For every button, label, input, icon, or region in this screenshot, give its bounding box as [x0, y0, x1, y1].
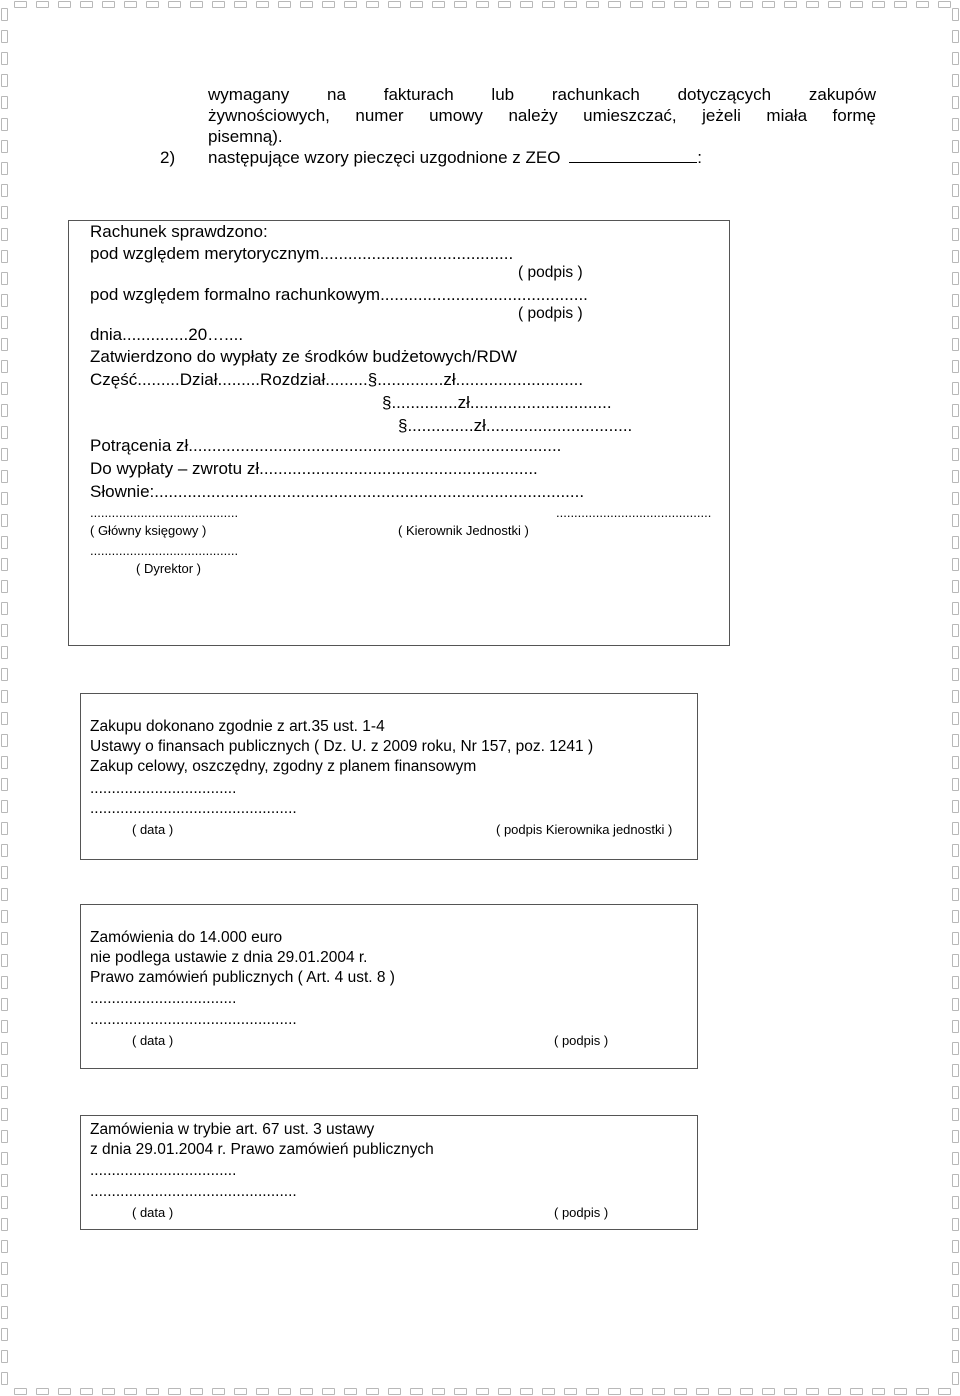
border-mark	[1, 1350, 8, 1363]
border-mark	[952, 888, 959, 901]
border-mark	[432, 1, 445, 8]
signature-dots: .........................................	[90, 543, 239, 558]
border-mark	[300, 1, 313, 8]
border-mark	[784, 1388, 797, 1395]
border-mark	[1, 360, 8, 373]
border-mark	[1, 404, 8, 417]
border-mark	[952, 96, 959, 109]
stamp-line: Zakup celowy, oszczędny, zgodny z planem finansowym	[90, 758, 477, 775]
border-mark	[1, 30, 8, 43]
border-mark	[952, 162, 959, 175]
signature-label: ( podpis Kierownika jednostki )	[496, 822, 673, 837]
border-mark	[806, 1388, 819, 1395]
signature-label: ( podpis )	[518, 264, 583, 281]
border-mark	[454, 1388, 467, 1395]
border-mark	[388, 1388, 401, 1395]
border-mark	[322, 1, 335, 8]
border-mark	[952, 536, 959, 549]
border-mark	[952, 1284, 959, 1297]
border-mark	[652, 1388, 665, 1395]
border-mark	[498, 1388, 511, 1395]
intro-line: pisemną).	[208, 127, 283, 146]
border-mark	[952, 514, 959, 527]
stamp-line: Ustawy o finansach publicznych ( Dz. U. z 2009 roku, Nr 157, poz. 1241 )	[90, 738, 594, 755]
intro-line: żywnościowych, numer umowy należy umieszczać, jeżeli miała formę	[208, 106, 876, 125]
border-mark	[1, 1328, 8, 1341]
border-mark	[952, 844, 959, 857]
border-mark	[952, 470, 959, 483]
border-mark	[952, 800, 959, 813]
border-mark	[696, 1388, 709, 1395]
border-mark	[168, 1388, 181, 1395]
border-mark	[952, 756, 959, 769]
payout-line: Do wypłaty – zwrotu zł...........................................................	[90, 459, 538, 478]
border-mark	[1, 52, 8, 65]
border-mark	[1, 1152, 8, 1165]
border-mark	[1, 426, 8, 439]
border-mark	[542, 1388, 555, 1395]
border-mark	[718, 1388, 731, 1395]
intro-text	[160, 84, 876, 168]
border-mark	[1, 1064, 8, 1077]
signature-dots: .........................................	[90, 505, 239, 520]
border-mark	[1, 316, 8, 329]
border-mark	[916, 1, 929, 8]
border-mark	[952, 52, 959, 65]
border-mark	[872, 1388, 885, 1395]
border-mark	[300, 1388, 313, 1395]
checked-label: Rachunek sprawdzono:	[90, 222, 268, 241]
border-mark	[740, 1, 753, 8]
border-mark	[952, 382, 959, 395]
border-mark	[1, 228, 8, 241]
border-mark	[952, 360, 959, 373]
border-mark	[952, 1174, 959, 1187]
border-mark	[850, 1388, 863, 1395]
border-mark	[952, 8, 959, 21]
border-mark	[1, 866, 8, 879]
border-mark	[1, 998, 8, 1011]
border-mark	[454, 1, 467, 8]
border-mark	[952, 272, 959, 285]
border-mark	[952, 954, 959, 967]
border-mark	[872, 1, 885, 8]
border-mark	[1, 822, 8, 835]
border-mark	[630, 1388, 643, 1395]
border-mark	[344, 1388, 357, 1395]
border-mark	[1, 690, 8, 703]
border-mark	[952, 1372, 959, 1385]
border-mark	[1, 734, 8, 747]
border-mark	[564, 1, 577, 8]
border-mark	[1, 910, 8, 923]
border-mark	[1, 8, 8, 21]
border-mark	[762, 1, 775, 8]
border-mark	[542, 1, 555, 8]
border-mark	[1, 580, 8, 593]
border-mark	[1, 844, 8, 857]
budget-paragraph-line: §..............zł..............................	[382, 393, 612, 412]
border-mark	[1, 1262, 8, 1275]
border-mark	[1, 800, 8, 813]
border-mark	[952, 492, 959, 505]
border-mark	[674, 1388, 687, 1395]
approved-line: Zatwierdzono do wypłaty ze środków budżetowych/RDW	[90, 347, 518, 366]
date-label: ( data )	[132, 1033, 174, 1048]
intro-paragraph	[208, 84, 876, 147]
border-mark	[1, 1196, 8, 1209]
border-mark	[432, 1388, 445, 1395]
border-mark	[952, 646, 959, 659]
border-mark	[740, 1388, 753, 1395]
border-mark	[1, 162, 8, 175]
border-mark	[520, 1, 533, 8]
border-mark	[1, 668, 8, 681]
border-mark	[952, 668, 959, 681]
border-mark	[1, 932, 8, 945]
stamp-line: Zamówienia do 14.000 euro	[90, 929, 283, 946]
item-text: następujące wzory pieczęci uzgodnione z ZEO	[208, 148, 561, 167]
border-mark	[1, 74, 8, 87]
border-mark	[696, 1, 709, 8]
signature-dots: ...........................................	[556, 505, 712, 520]
border-mark	[952, 228, 959, 241]
border-mark	[1, 778, 8, 791]
border-mark	[1, 1130, 8, 1143]
border-mark	[952, 1064, 959, 1077]
date-line: dnia..............20…....	[90, 325, 244, 344]
border-mark	[234, 1, 247, 8]
chief-accountant-label: ( Główny księgowy )	[90, 523, 207, 538]
border-mark	[1, 536, 8, 549]
border-mark	[564, 1388, 577, 1395]
border-mark	[36, 1388, 49, 1395]
signature-dots: ..................................	[90, 990, 237, 1007]
signature-label: ( podpis )	[554, 1205, 609, 1220]
director-label: ( Dyrektor )	[136, 561, 201, 576]
border-mark	[952, 1152, 959, 1165]
border-mark	[102, 1388, 115, 1395]
item-suffix: :	[697, 148, 702, 167]
stamp-line: Prawo zamówień publicznych ( Art. 4 ust. 8 )	[90, 969, 395, 986]
border-mark	[952, 712, 959, 725]
border-mark	[190, 1388, 203, 1395]
border-mark	[850, 1, 863, 8]
border-mark	[952, 140, 959, 153]
border-mark	[1, 976, 8, 989]
border-mark	[952, 690, 959, 703]
date-label: ( data )	[132, 1205, 174, 1220]
item-blank-line	[569, 148, 697, 163]
border-mark	[212, 1, 225, 8]
border-mark	[718, 1, 731, 8]
intro-item-2	[160, 147, 876, 168]
border-mark	[1, 448, 8, 461]
border-mark	[410, 1, 423, 8]
border-mark	[14, 1, 27, 8]
border-mark	[952, 932, 959, 945]
border-mark	[476, 1, 489, 8]
signature-dots: ................................................	[90, 800, 297, 817]
stamp-line: nie podlega ustawie z dnia 29.01.2004 r.	[90, 949, 368, 966]
border-mark	[58, 1388, 71, 1395]
border-mark	[1, 624, 8, 637]
border-mark	[952, 822, 959, 835]
border-mark	[952, 184, 959, 197]
border-mark	[1, 1372, 8, 1385]
border-mark	[388, 1, 401, 8]
border-mark	[938, 1388, 951, 1395]
border-mark	[952, 1042, 959, 1055]
border-mark	[1, 1240, 8, 1253]
border-mark	[952, 338, 959, 351]
border-mark	[952, 1020, 959, 1033]
border-mark	[806, 1, 819, 8]
intro-line: wymagany na fakturach lub rachunkach dotyczących zakupów	[208, 85, 876, 104]
signature-dots: ................................................	[90, 1183, 297, 1200]
border-mark	[952, 1196, 959, 1209]
border-mark	[952, 976, 959, 989]
border-mark	[952, 1306, 959, 1319]
border-mark	[952, 734, 959, 747]
border-mark	[938, 1, 951, 8]
border-mark	[1, 514, 8, 527]
border-mark	[652, 1, 665, 8]
border-mark	[1, 1306, 8, 1319]
stamp-line: z dnia 29.01.2004 r. Prawo zamówień publicznych	[90, 1141, 434, 1158]
border-mark	[784, 1, 797, 8]
date-label: ( data )	[132, 822, 174, 837]
border-mark	[1, 382, 8, 395]
border-mark	[1, 558, 8, 571]
border-mark	[1, 602, 8, 615]
border-mark	[1, 492, 8, 505]
border-mark	[1, 250, 8, 263]
border-mark	[190, 1, 203, 8]
border-mark	[952, 1218, 959, 1231]
border-mark	[1, 1284, 8, 1297]
border-mark	[146, 1, 159, 8]
border-mark	[828, 1, 841, 8]
border-mark	[608, 1388, 621, 1395]
border-mark	[80, 1, 93, 8]
border-mark	[952, 558, 959, 571]
border-mark	[36, 1, 49, 8]
border-mark	[674, 1, 687, 8]
border-mark	[952, 206, 959, 219]
border-mark	[1, 756, 8, 769]
merit-line: pod względem merytorycznym.........................................	[90, 244, 514, 263]
border-mark	[1, 1086, 8, 1099]
border-mark	[952, 624, 959, 637]
border-mark	[124, 1388, 137, 1395]
signature-dots: ................................................	[90, 1011, 297, 1028]
border-mark	[952, 910, 959, 923]
border-mark	[58, 1, 71, 8]
border-mark	[828, 1388, 841, 1395]
border-mark	[124, 1, 137, 8]
border-mark	[952, 30, 959, 43]
border-mark	[952, 1130, 959, 1143]
signature-dots: ..................................	[90, 1162, 237, 1179]
border-mark	[952, 1108, 959, 1121]
border-mark	[80, 1388, 93, 1395]
border-mark	[256, 1, 269, 8]
border-mark	[1, 338, 8, 351]
budget-part-line: Część.........Dział.........Rozdział.........§..............zł...........................	[90, 370, 584, 389]
border-mark	[1, 712, 8, 725]
border-mark	[630, 1, 643, 8]
border-mark	[344, 1, 357, 8]
border-mark	[586, 1, 599, 8]
border-mark	[366, 1388, 379, 1395]
border-mark	[952, 294, 959, 307]
border-mark	[1, 1108, 8, 1121]
border-mark	[1, 140, 8, 153]
border-mark	[1, 954, 8, 967]
border-mark	[1, 1042, 8, 1055]
border-mark	[894, 1388, 907, 1395]
border-mark	[278, 1388, 291, 1395]
border-mark	[278, 1, 291, 8]
border-mark	[952, 316, 959, 329]
border-mark	[1, 646, 8, 659]
border-mark	[1, 96, 8, 109]
border-mark	[410, 1388, 423, 1395]
deductions-line: Potrącenia zł...............................................................................	[90, 436, 562, 455]
signature-label: ( podpis )	[554, 1033, 609, 1048]
border-mark	[1, 1174, 8, 1187]
border-mark	[894, 1, 907, 8]
border-mark	[586, 1388, 599, 1395]
border-mark	[256, 1388, 269, 1395]
border-mark	[146, 1388, 159, 1395]
border-mark	[14, 1388, 27, 1395]
border-mark	[1, 184, 8, 197]
border-mark	[952, 866, 959, 879]
border-mark	[952, 1240, 959, 1253]
border-mark	[212, 1388, 225, 1395]
border-mark	[366, 1, 379, 8]
budget-paragraph-line: §..............zł...............................	[398, 416, 633, 435]
border-mark	[952, 404, 959, 417]
stamp-line: Zakupu dokonano zgodnie z art.35 ust. 1-4	[90, 718, 385, 735]
in-words-line: Słownie:...........................................................................................	[90, 482, 585, 501]
border-mark	[952, 448, 959, 461]
unit-head-label: ( Kierownik Jednostki )	[398, 523, 529, 538]
border-mark	[762, 1388, 775, 1395]
border-mark	[952, 426, 959, 439]
border-mark	[168, 1, 181, 8]
border-mark	[952, 778, 959, 791]
signature-label: ( podpis )	[518, 305, 583, 322]
border-mark	[608, 1, 621, 8]
border-mark	[498, 1, 511, 8]
border-mark	[952, 1262, 959, 1275]
border-mark	[322, 1388, 335, 1395]
border-mark	[1, 118, 8, 131]
border-mark	[1, 888, 8, 901]
border-mark	[952, 580, 959, 593]
formal-line: pod względem formalno rachunkowym............................................	[90, 285, 588, 304]
border-mark	[1, 294, 8, 307]
border-mark	[1, 272, 8, 285]
item-number: 2)	[160, 148, 176, 167]
stamp-line: Zamówienia w trybie art. 67 ust. 3 ustawy	[90, 1121, 375, 1138]
border-mark	[102, 1, 115, 8]
border-mark	[952, 998, 959, 1011]
border-mark	[952, 250, 959, 263]
border-mark	[1, 470, 8, 483]
border-mark	[234, 1388, 247, 1395]
border-mark	[916, 1388, 929, 1395]
border-mark	[1, 1020, 8, 1033]
border-mark	[952, 1328, 959, 1341]
border-mark	[952, 1086, 959, 1099]
border-mark	[1, 206, 8, 219]
border-mark	[1, 1218, 8, 1231]
border-mark	[476, 1388, 489, 1395]
border-mark	[952, 1350, 959, 1363]
border-mark	[520, 1388, 533, 1395]
border-mark	[952, 74, 959, 87]
border-mark	[952, 118, 959, 131]
border-mark	[952, 602, 959, 615]
signature-dots: ..................................	[90, 780, 237, 797]
